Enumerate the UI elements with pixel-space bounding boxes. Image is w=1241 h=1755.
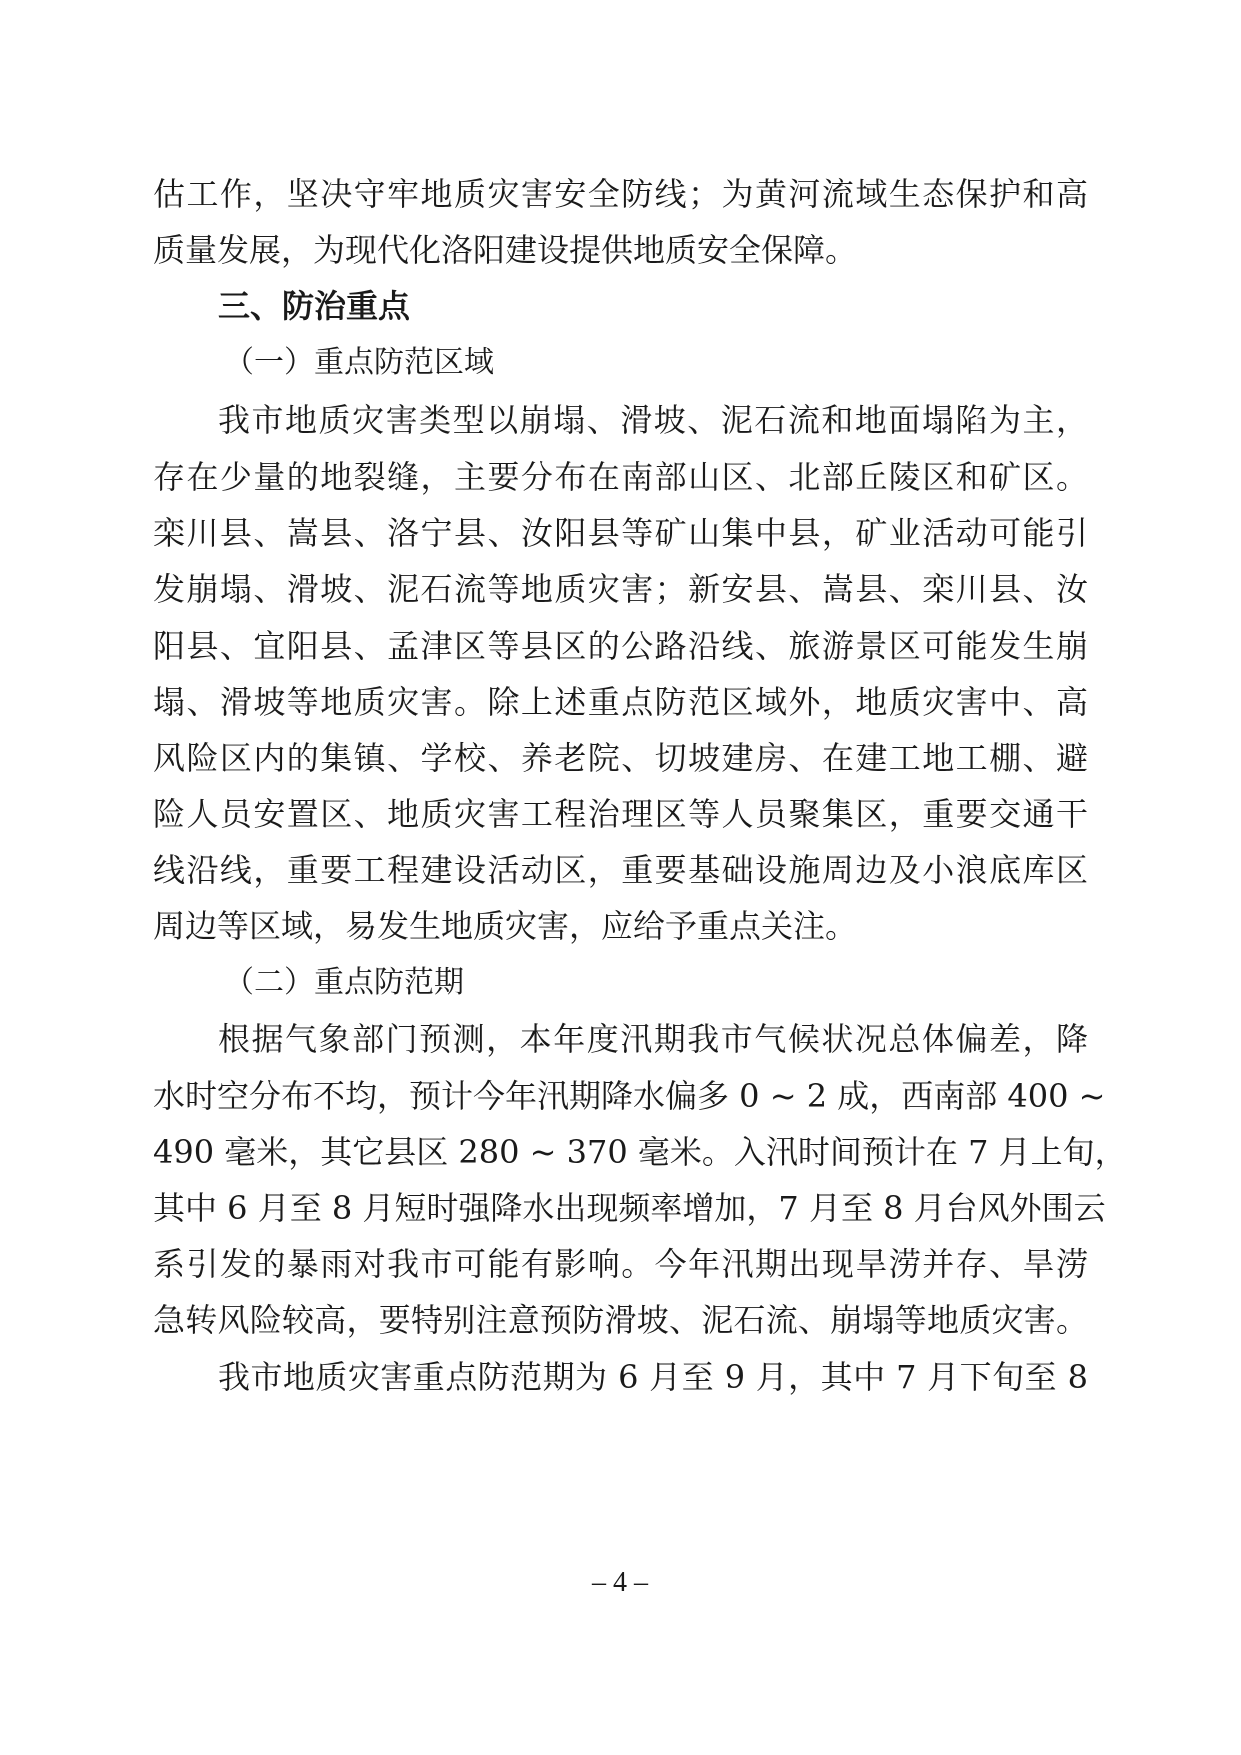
subsection-1-line-7: 风险区内的集镇、学校、养老院、切坡建房、在建工地工棚、避: [153, 739, 1088, 777]
subsection-2-line-2: 水时空分布不均，预计今年汛期降水偏多 0 ~ 2 成，西南部 400 ~: [153, 1077, 1106, 1115]
subsection-1-line-2: 存在少量的地裂缝，主要分布在南部山区、北部丘陵区和矿区。: [153, 458, 1088, 496]
subsection-2-heading: （二）重点防范期: [224, 965, 464, 1000]
section-heading: 三、防治重点: [218, 287, 411, 325]
subsection-2-line-4: 其中 6 月至 8 月短时强降水出现频率增加，7 月至 8 月台风外围云: [153, 1189, 1106, 1227]
subsection-1-heading: （一）重点防范区域: [224, 345, 494, 380]
subsection-2-line-3: 490 毫米，其它县区 280 ~ 370 毫米。入汛时间预计在 7 月上旬，: [153, 1133, 1127, 1171]
intro-line-1: 估工作，坚决守牢地质灾害安全防线；为黄河流域生态保护和高: [153, 175, 1088, 213]
subsection-1-line-6: 塌、滑坡等地质灾害。除上述重点防范区域外，地质灾害中、高: [153, 683, 1088, 721]
intro-line-2: 质量发展，为现代化洛阳建设提供地质安全保障。: [153, 231, 858, 269]
subsection-2-line-7: 我市地质灾害重点防范期为 6 月至 9 月，其中 7 月下旬至 8: [218, 1358, 1088, 1396]
subsection-1-line-4: 发崩塌、滑坡、泥石流等地质灾害；新安县、嵩县、栾川县、汝: [153, 570, 1088, 608]
page-number: – 4 –: [592, 1567, 648, 1598]
subsection-1-line-5: 阳县、宜阳县、孟津区等县区的公路沿线、旅游景区可能发生崩: [153, 627, 1088, 665]
subsection-1-line-3: 栾川县、嵩县、洛宁县、汝阳县等矿山集中县，矿业活动可能引: [153, 514, 1088, 552]
subsection-1-line-10: 周边等区域，易发生地质灾害，应给予重点关注。: [153, 907, 858, 945]
subsection-1-line-8: 险人员安置区、地质灾害工程治理区等人员聚集区，重要交通干: [153, 795, 1088, 833]
subsection-1-line-1: 我市地质灾害类型以崩塌、滑坡、泥石流和地面塌陷为主，: [218, 401, 1088, 439]
subsection-2-line-1: 根据气象部门预测，本年度汛期我市气候状况总体偏差，降: [218, 1020, 1088, 1058]
subsection-2-line-6: 急转风险较高，要特别注意预防滑坡、泥石流、崩塌等地质灾害。: [153, 1301, 1088, 1339]
subsection-2-line-5: 系引发的暴雨对我市可能有影响。今年汛期出现旱涝并存、旱涝: [153, 1245, 1088, 1283]
subsection-1-line-9: 线沿线，重要工程建设活动区，重要基础设施周边及小浪底库区: [153, 851, 1088, 889]
